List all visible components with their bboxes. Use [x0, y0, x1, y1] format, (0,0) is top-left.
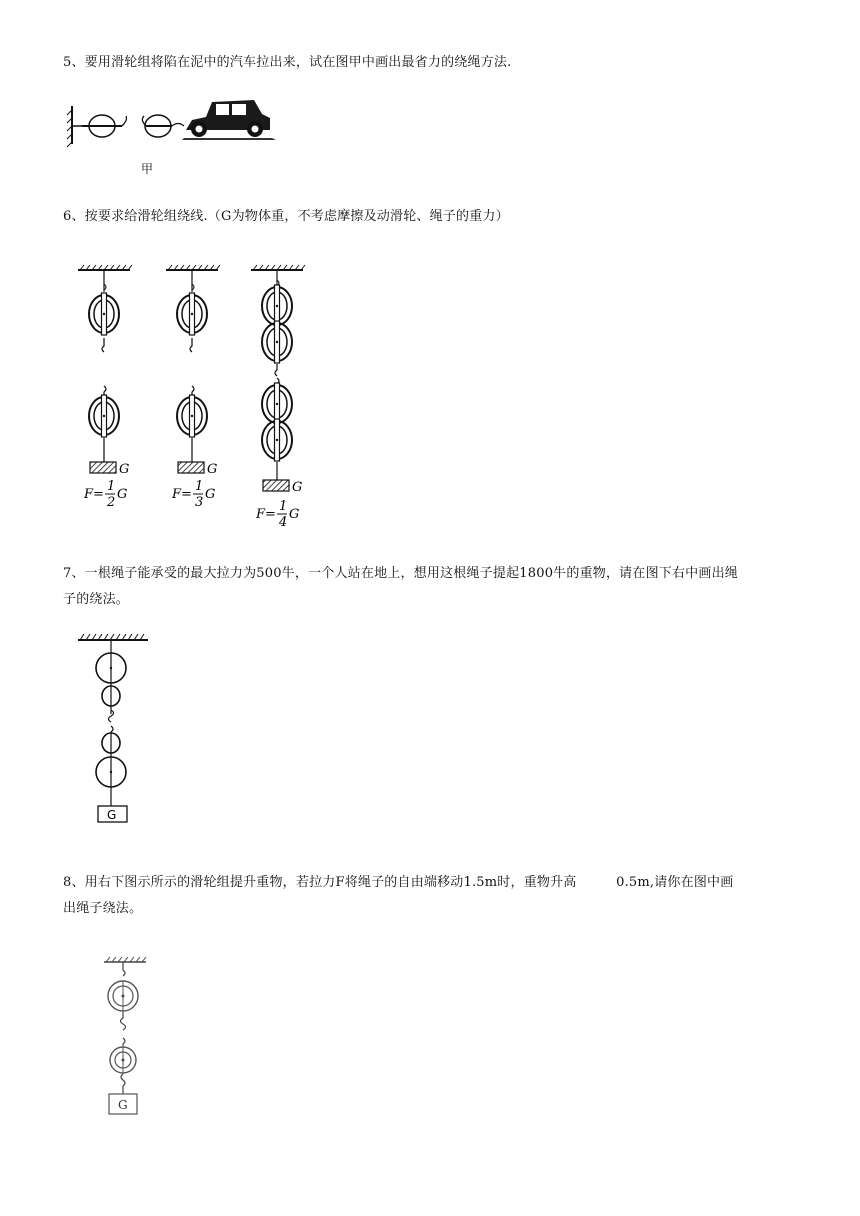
figure-7-pulley-system — [74, 628, 164, 828]
weight-label-3: G — [292, 480, 303, 495]
formula-1-den: 2 — [107, 495, 116, 510]
formula-3-den: 4 — [279, 515, 288, 530]
question-7-line-1: 7、一根绳子能承受的最大拉力为500牛，一个人站在地上，想用这根绳子提起1800牛的重物，请在图下右中画出绳 — [63, 566, 738, 581]
figure-6-pulley-systems — [70, 262, 320, 532]
formula-3-lhs: F= — [256, 507, 276, 522]
question-8-line-1: 8、用右下图示所示的滑轮组提升重物，若拉力F将绳子的自由端移动1.5m时，重物升高 0.5m,请你在图中画 — [63, 875, 734, 890]
formula-2-den: 3 — [195, 495, 204, 510]
weight-label-2: G — [207, 462, 218, 477]
formula-3-num: 1 — [279, 499, 288, 514]
formula-2-rhs: G — [205, 487, 216, 502]
question-8-line-2: 出绳子绕法。 — [63, 901, 143, 916]
question-7-line-2: 子的绕法。 — [63, 592, 130, 607]
formula-2-lhs: F= — [172, 487, 192, 502]
question-6-text: 6、按要求给滑轮组绕线.（G为物体重，不考虑摩擦及动滑轮、绳子的重力） — [63, 209, 509, 224]
figure-8-pulley-system — [96, 954, 176, 1124]
formula-3-rhs: G — [289, 507, 300, 522]
formula-1-lhs: F= — [84, 487, 104, 502]
question-5-text: 5、要用滑轮组将陷在泥中的汽车拉出来，试在图甲中画出最省力的绕绳方法. — [63, 55, 512, 70]
car-icon — [182, 100, 276, 140]
weight-label-q7: G — [107, 808, 117, 822]
figure-5-pulley-car — [66, 96, 286, 156]
weight-label-q8: G — [118, 1098, 128, 1112]
weight-label-1: G — [119, 462, 130, 477]
formula-2-num: 1 — [195, 479, 204, 494]
figure-5-caption: 甲 — [141, 162, 154, 176]
formula-1-rhs: G — [117, 487, 128, 502]
formula-1-num: 1 — [107, 479, 116, 494]
